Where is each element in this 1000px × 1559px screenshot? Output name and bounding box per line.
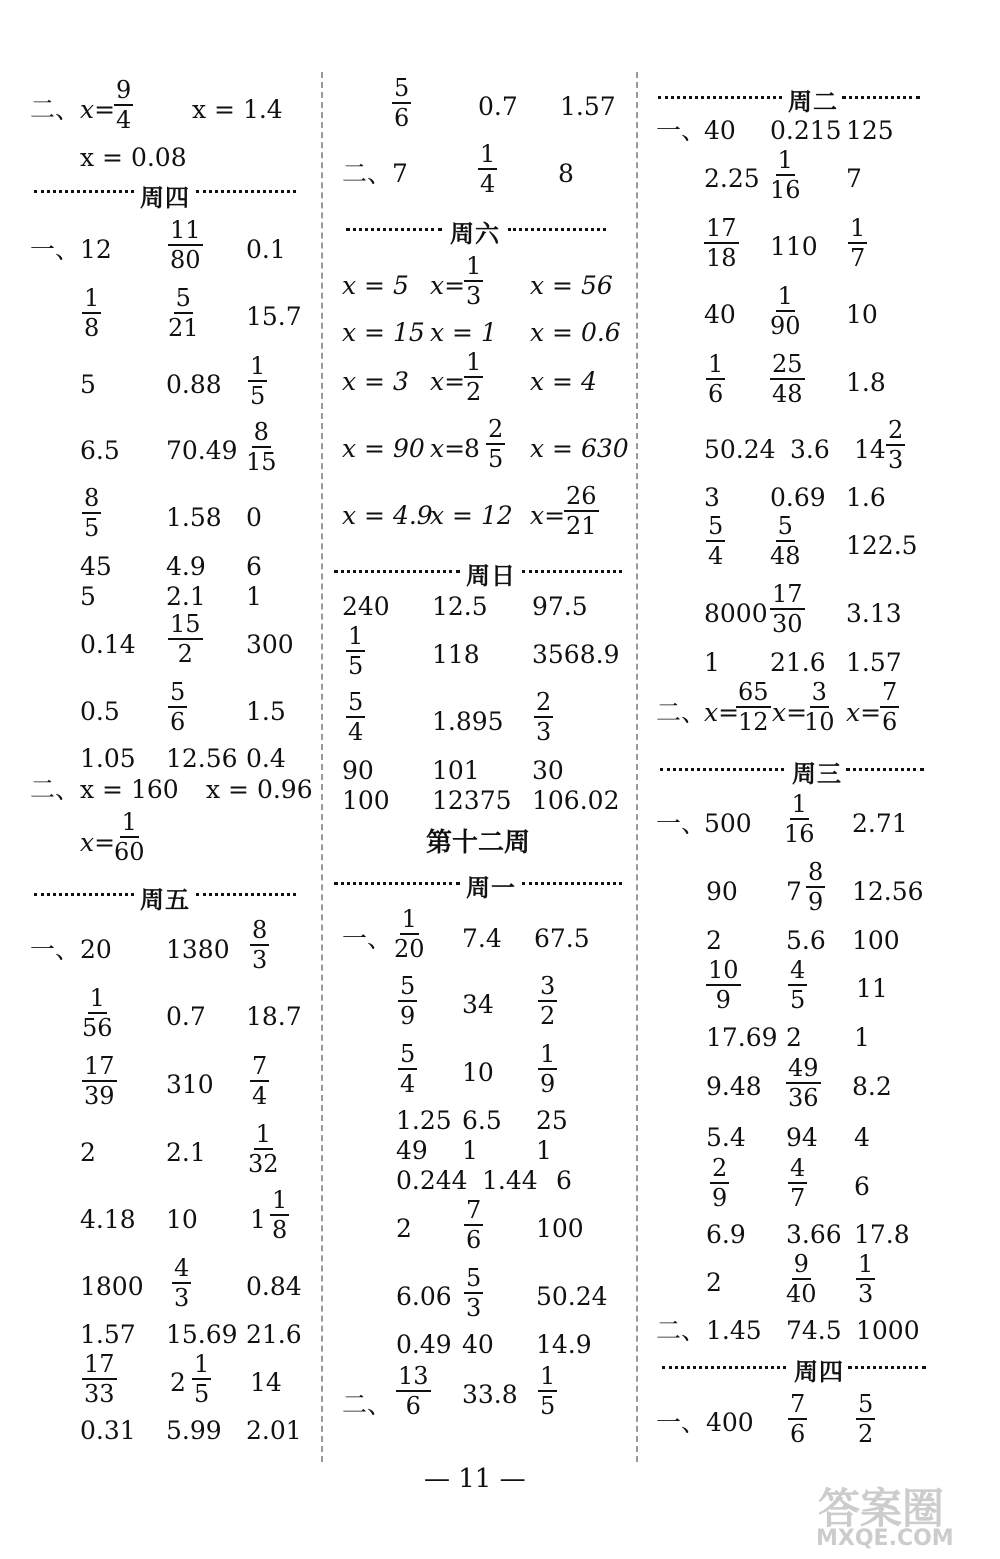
answer: x = 4 bbox=[530, 367, 597, 396]
answer: 1000 bbox=[856, 1316, 920, 1345]
label-two: 二、 bbox=[342, 1390, 393, 1419]
fraction: $\frac{1}{16}$ bbox=[770, 146, 801, 204]
fraction: $\frac{8}{5}$ bbox=[84, 484, 100, 542]
answer: 8.2 bbox=[852, 1072, 892, 1101]
answer: x = 160 bbox=[80, 775, 179, 804]
fraction: $\frac{5}{9}$ bbox=[400, 972, 416, 1030]
fraction: $\frac{5}{48}$ bbox=[770, 512, 801, 570]
answer: 6.5 bbox=[80, 436, 120, 465]
answer: 1 bbox=[536, 1136, 552, 1165]
mixed-whole: 2 bbox=[170, 1368, 186, 1397]
fraction: $\frac{4}{3}$ bbox=[174, 1254, 190, 1312]
fraction: $\frac{1}{9}$ bbox=[540, 1040, 556, 1098]
answer: 1.895 bbox=[432, 707, 504, 736]
answer: 6.06 bbox=[396, 1282, 452, 1311]
label-one: 一、 bbox=[342, 924, 393, 953]
answer: x = 5 bbox=[342, 271, 409, 300]
answer: 500 bbox=[704, 809, 752, 838]
answer: 3.66 bbox=[786, 1220, 842, 1249]
fraction: $\frac{5}{6}$ bbox=[394, 74, 410, 132]
answer: x = 3 bbox=[342, 367, 409, 396]
answer: x = 1 bbox=[430, 318, 497, 347]
answer: 5 bbox=[80, 582, 96, 611]
fraction: $\frac{1}{8}$ bbox=[84, 284, 100, 342]
answer: 40 bbox=[704, 116, 736, 145]
mixed-whole: 14 bbox=[854, 435, 886, 464]
answer: 0.7 bbox=[166, 1002, 206, 1031]
answer: 6 bbox=[854, 1172, 870, 1201]
answer: 10 bbox=[846, 300, 878, 329]
answer: 9.48 bbox=[706, 1072, 762, 1101]
answer: 1 bbox=[246, 582, 262, 611]
eq-label: x= bbox=[530, 501, 566, 530]
answer: 1.57 bbox=[846, 648, 902, 677]
answer: 0 bbox=[246, 503, 262, 532]
answer: 106.02 bbox=[532, 786, 620, 815]
fraction: $\frac{1}{90}$ bbox=[770, 282, 801, 340]
section-title-zhou4: 周四 bbox=[140, 184, 190, 212]
fraction: $\frac{5}{21}$ bbox=[168, 284, 199, 342]
answer: 70.49 bbox=[166, 436, 238, 465]
answer: 7 bbox=[846, 164, 862, 193]
answer: 6.5 bbox=[462, 1106, 502, 1135]
eq-label: x= bbox=[430, 271, 466, 300]
dotted-rule bbox=[508, 228, 606, 231]
answer: 110 bbox=[770, 232, 818, 261]
dotted-rule bbox=[842, 96, 920, 99]
answer: x = 0.08 bbox=[80, 143, 187, 172]
fraction: $\frac{1}{3}$ bbox=[466, 252, 482, 310]
answer: 1.57 bbox=[80, 1320, 136, 1349]
section-title-zhouri: 周日 bbox=[466, 562, 516, 590]
answer: 3.6 bbox=[790, 435, 830, 464]
fraction: $\frac{1}{6}$ bbox=[708, 350, 724, 408]
fraction: $\frac{1}{7}$ bbox=[850, 214, 866, 272]
answer: 25 bbox=[536, 1106, 568, 1135]
answer: 3 bbox=[704, 483, 720, 512]
fraction: $\frac{1}{2}$ bbox=[466, 348, 482, 406]
answer: 122.5 bbox=[846, 531, 918, 560]
fraction: $\frac{5}{4}$ bbox=[708, 512, 724, 570]
fraction: $\frac{17}{39}$ bbox=[84, 1052, 115, 1110]
answer: 1.5 bbox=[246, 697, 286, 726]
dotted-rule bbox=[660, 768, 784, 771]
answer: 6.9 bbox=[706, 1220, 746, 1249]
dotted-rule bbox=[334, 570, 460, 573]
answer: 30 bbox=[532, 756, 564, 785]
eq-label: x= bbox=[846, 698, 882, 727]
fraction: $\frac{3}{10}$ bbox=[804, 678, 835, 736]
label-two: 二、 bbox=[656, 698, 707, 727]
label-one: 一、 bbox=[30, 235, 81, 264]
fraction: $\frac{5}{4}$ bbox=[348, 688, 364, 746]
fraction: $\frac{1}{5}$ bbox=[540, 1362, 556, 1420]
answer: 12 bbox=[80, 235, 112, 264]
fraction: $\frac{1}{32}$ bbox=[248, 1120, 279, 1178]
answer: 100 bbox=[536, 1214, 584, 1243]
answer: 18.7 bbox=[246, 1002, 302, 1031]
answer: 1.25 bbox=[396, 1106, 452, 1135]
answer: 2 bbox=[396, 1214, 412, 1243]
answer: 125 bbox=[846, 116, 894, 145]
fraction: $\frac{8}{15}$ bbox=[246, 418, 277, 476]
answer: 40 bbox=[704, 300, 736, 329]
answer: 12.56 bbox=[166, 744, 238, 773]
fraction: $\frac{1}{8}$ bbox=[272, 1186, 288, 1244]
section-title-zhou5: 周五 bbox=[140, 886, 190, 914]
answer: x = 0.96 bbox=[206, 775, 313, 804]
answer: 1.58 bbox=[166, 503, 222, 532]
answer: 0.5 bbox=[80, 697, 120, 726]
answer: 17.8 bbox=[854, 1220, 910, 1249]
answer: 2.1 bbox=[166, 582, 206, 611]
label-one: 一、 bbox=[656, 116, 707, 145]
answer: 21.6 bbox=[246, 1320, 302, 1349]
answer: x = 12 bbox=[430, 501, 513, 530]
fraction: $\frac{9}{4}$ bbox=[116, 76, 132, 134]
answer: 14.9 bbox=[536, 1330, 592, 1359]
fraction: $\frac{15}{2}$ bbox=[170, 610, 201, 668]
label-two: 二、 bbox=[656, 1316, 707, 1345]
week-title: 第十二周 bbox=[426, 828, 531, 858]
eq-label: x= bbox=[80, 828, 116, 857]
fraction: $\frac{10}{9}$ bbox=[708, 956, 739, 1014]
label-one: 一、 bbox=[656, 1408, 707, 1437]
answer: 2 bbox=[706, 1268, 722, 1297]
section-title-zhou1: 周一 bbox=[466, 874, 516, 902]
fraction: $\frac{7}{4}$ bbox=[252, 1052, 268, 1110]
fraction: $\frac{8}{9}$ bbox=[808, 858, 824, 916]
label-two: 二、 bbox=[342, 159, 393, 188]
section-title-zhou6: 周六 bbox=[450, 220, 500, 248]
answer: x = 630 bbox=[530, 434, 629, 463]
fraction: $\frac{5}{3}$ bbox=[466, 1264, 482, 1322]
answer: 6 bbox=[246, 552, 262, 581]
dotted-rule bbox=[34, 190, 134, 193]
answer: 0.244 bbox=[396, 1166, 468, 1195]
fraction: $\frac{5}{6}$ bbox=[170, 678, 186, 736]
fraction: $\frac{7}{6}$ bbox=[882, 678, 898, 736]
section-title-zhou3: 周三 bbox=[792, 760, 842, 788]
dotted-rule bbox=[522, 570, 622, 573]
answer: 12.5 bbox=[432, 592, 488, 621]
answer: 8 bbox=[558, 159, 574, 188]
fraction: $\frac{1}{4}$ bbox=[480, 140, 496, 198]
column-separator-2 bbox=[636, 72, 638, 1462]
dotted-rule bbox=[848, 1366, 926, 1369]
fraction: $\frac{2}{3}$ bbox=[536, 688, 552, 746]
answer: 97.5 bbox=[532, 592, 588, 621]
answer: 0.69 bbox=[770, 483, 826, 512]
watermark-url: MXQE.COM bbox=[816, 1526, 954, 1551]
watermark-logo: 答案圈 bbox=[818, 1484, 945, 1533]
fraction: $\frac{2}{5}$ bbox=[488, 415, 504, 473]
answer: 45 bbox=[80, 552, 112, 581]
answer: 118 bbox=[432, 640, 480, 669]
fraction: $\frac{65}{12}$ bbox=[738, 678, 769, 736]
answer: 1 bbox=[854, 1023, 870, 1052]
answer: 400 bbox=[706, 1408, 754, 1437]
mixed-whole: 1 bbox=[250, 1205, 266, 1234]
answer: 90 bbox=[706, 877, 738, 906]
answer: 1.8 bbox=[846, 368, 886, 397]
answer: 2 bbox=[786, 1023, 802, 1052]
answer: 40 bbox=[462, 1330, 494, 1359]
answer: 21.6 bbox=[770, 648, 826, 677]
answer: 20 bbox=[80, 935, 112, 964]
dotted-rule bbox=[196, 893, 296, 896]
fraction: $\frac{1}{5}$ bbox=[194, 1350, 210, 1408]
answer: 11 bbox=[856, 974, 888, 1003]
answer: 14 bbox=[250, 1368, 282, 1397]
answer: 1.05 bbox=[80, 744, 136, 773]
answer: 4 bbox=[854, 1123, 870, 1152]
fraction: $\frac{7}{6}$ bbox=[790, 1390, 806, 1448]
answer: 50.24 bbox=[536, 1282, 608, 1311]
mixed-whole: 7 bbox=[786, 877, 802, 906]
section-title-zhou2: 周二 bbox=[788, 88, 838, 116]
fraction: $\frac{1}{56}$ bbox=[82, 984, 113, 1042]
answer: x = 15 bbox=[342, 318, 425, 347]
answer: 2.71 bbox=[852, 809, 908, 838]
answer: 101 bbox=[432, 756, 480, 785]
fraction: $\frac{1}{16}$ bbox=[784, 790, 815, 848]
fraction: $\frac{4}{5}$ bbox=[790, 956, 806, 1014]
section-title-zhou4-col3: 周四 bbox=[794, 1358, 844, 1386]
dotted-rule bbox=[662, 1366, 786, 1369]
answer: 0.14 bbox=[80, 630, 136, 659]
answer: 1 bbox=[462, 1136, 478, 1165]
answer: 5.6 bbox=[786, 926, 826, 955]
fraction: $\frac{49}{36}$ bbox=[788, 1054, 819, 1112]
answer: 0.84 bbox=[246, 1272, 302, 1301]
answer: 94 bbox=[786, 1123, 818, 1152]
fraction: $\frac{1}{20}$ bbox=[394, 905, 425, 963]
eq-label: x= bbox=[80, 95, 116, 124]
answer: 3.13 bbox=[846, 599, 902, 628]
answer: 2.01 bbox=[246, 1416, 302, 1445]
answer: 0.88 bbox=[166, 370, 222, 399]
answer: 7.4 bbox=[462, 924, 502, 953]
label-two: 二、 bbox=[30, 95, 81, 124]
fraction: $\frac{17}{18}$ bbox=[706, 214, 737, 272]
fraction: $\frac{5}{2}$ bbox=[858, 1390, 874, 1448]
answer: 10 bbox=[462, 1058, 494, 1087]
dotted-rule bbox=[196, 190, 296, 193]
answer: 1.6 bbox=[846, 483, 886, 512]
answer: x = 1.4 bbox=[192, 95, 283, 124]
fraction: $\frac{11}{80}$ bbox=[170, 216, 201, 274]
dotted-rule bbox=[846, 768, 924, 771]
answer: 0.31 bbox=[80, 1416, 136, 1445]
answer: 67.5 bbox=[534, 924, 590, 953]
dotted-rule bbox=[334, 882, 460, 885]
mixed-whole: 8 bbox=[464, 434, 480, 463]
fraction: $\frac{1}{3}$ bbox=[858, 1250, 874, 1308]
answer: 2 bbox=[706, 926, 722, 955]
answer: 100 bbox=[342, 786, 390, 815]
label-one: 一、 bbox=[30, 935, 81, 964]
answer: 0.215 bbox=[770, 116, 842, 145]
answer: 12.56 bbox=[852, 877, 924, 906]
answer: x = 4.9 bbox=[342, 501, 433, 530]
answer: 1800 bbox=[80, 1272, 144, 1301]
answer: 10 bbox=[166, 1205, 198, 1234]
answer: 1380 bbox=[166, 935, 230, 964]
answer: x = 90 bbox=[342, 434, 425, 463]
answer: 0.1 bbox=[246, 235, 286, 264]
eq-label: x= bbox=[430, 434, 466, 463]
answer: 300 bbox=[246, 630, 294, 659]
fraction: $\frac{1}{60}$ bbox=[114, 808, 145, 866]
fraction: $\frac{4}{7}$ bbox=[790, 1154, 806, 1212]
dotted-rule bbox=[522, 882, 622, 885]
answer: 2.1 bbox=[166, 1138, 206, 1167]
answer: 1.44 bbox=[482, 1166, 538, 1195]
answer: 0.4 bbox=[246, 744, 286, 773]
answer: 2 bbox=[80, 1138, 96, 1167]
answer: 5.99 bbox=[166, 1416, 222, 1445]
answer: 15.69 bbox=[166, 1320, 238, 1349]
answer: 50.24 bbox=[704, 435, 776, 464]
answer: 5.4 bbox=[706, 1123, 746, 1152]
answer: 7 bbox=[392, 159, 408, 188]
column-separator-1 bbox=[321, 72, 323, 1462]
answer: 310 bbox=[166, 1070, 214, 1099]
answer: 1.45 bbox=[706, 1316, 762, 1345]
fraction: $\frac{1}{5}$ bbox=[348, 622, 364, 680]
answer: 2.25 bbox=[704, 164, 760, 193]
answer: 100 bbox=[852, 926, 900, 955]
answer: 3568.9 bbox=[532, 640, 620, 669]
fraction: $\frac{17}{33}$ bbox=[84, 1350, 115, 1408]
answer: 49 bbox=[396, 1136, 428, 1165]
fraction: $\frac{8}{3}$ bbox=[252, 916, 268, 974]
answer: 5 bbox=[80, 370, 96, 399]
fraction: $\frac{2}{3}$ bbox=[888, 416, 904, 474]
fraction: $\frac{17}{30}$ bbox=[772, 580, 803, 638]
answer: 240 bbox=[342, 592, 390, 621]
fraction: $\frac{3}{2}$ bbox=[540, 972, 556, 1030]
answer: 0.49 bbox=[396, 1330, 452, 1359]
page-number: — 11 — bbox=[424, 1464, 526, 1494]
dotted-rule bbox=[658, 96, 782, 99]
answer: 4.9 bbox=[166, 552, 206, 581]
eq-label: x= bbox=[704, 698, 740, 727]
fraction: $\frac{1}{5}$ bbox=[250, 352, 266, 410]
answer: 15.7 bbox=[246, 302, 302, 331]
answer: 33.8 bbox=[462, 1380, 518, 1409]
answer: 74.5 bbox=[786, 1316, 842, 1345]
eq-label: x= bbox=[430, 367, 466, 396]
answer: x = 0.6 bbox=[530, 318, 621, 347]
answer: 1.57 bbox=[560, 92, 616, 121]
label-one: 一、 bbox=[656, 809, 707, 838]
answer: 34 bbox=[462, 990, 494, 1019]
answer: 1 bbox=[704, 648, 720, 677]
answer: 17.69 bbox=[706, 1023, 778, 1052]
fraction: $\frac{25}{48}$ bbox=[772, 350, 803, 408]
answer: 6 bbox=[556, 1166, 572, 1195]
dotted-rule bbox=[346, 228, 442, 231]
fraction: $\frac{7}{6}$ bbox=[466, 1196, 482, 1254]
fraction: $\frac{5}{4}$ bbox=[400, 1040, 416, 1098]
answer: 90 bbox=[342, 756, 374, 785]
answer: x = 56 bbox=[530, 271, 613, 300]
eq-label: x= bbox=[772, 698, 808, 727]
fraction: $\frac{2}{9}$ bbox=[712, 1154, 728, 1212]
answer: 0.7 bbox=[478, 92, 518, 121]
fraction: $\frac{9}{40}$ bbox=[786, 1250, 817, 1308]
fraction: $\frac{13}{6}$ bbox=[398, 1362, 429, 1420]
dotted-rule bbox=[34, 893, 134, 896]
label-two: 二、 bbox=[30, 775, 81, 804]
fraction: $\frac{26}{21}$ bbox=[566, 482, 597, 540]
answer: 8000 bbox=[704, 599, 768, 628]
answer: 4.18 bbox=[80, 1205, 136, 1234]
answer: 12375 bbox=[432, 786, 512, 815]
